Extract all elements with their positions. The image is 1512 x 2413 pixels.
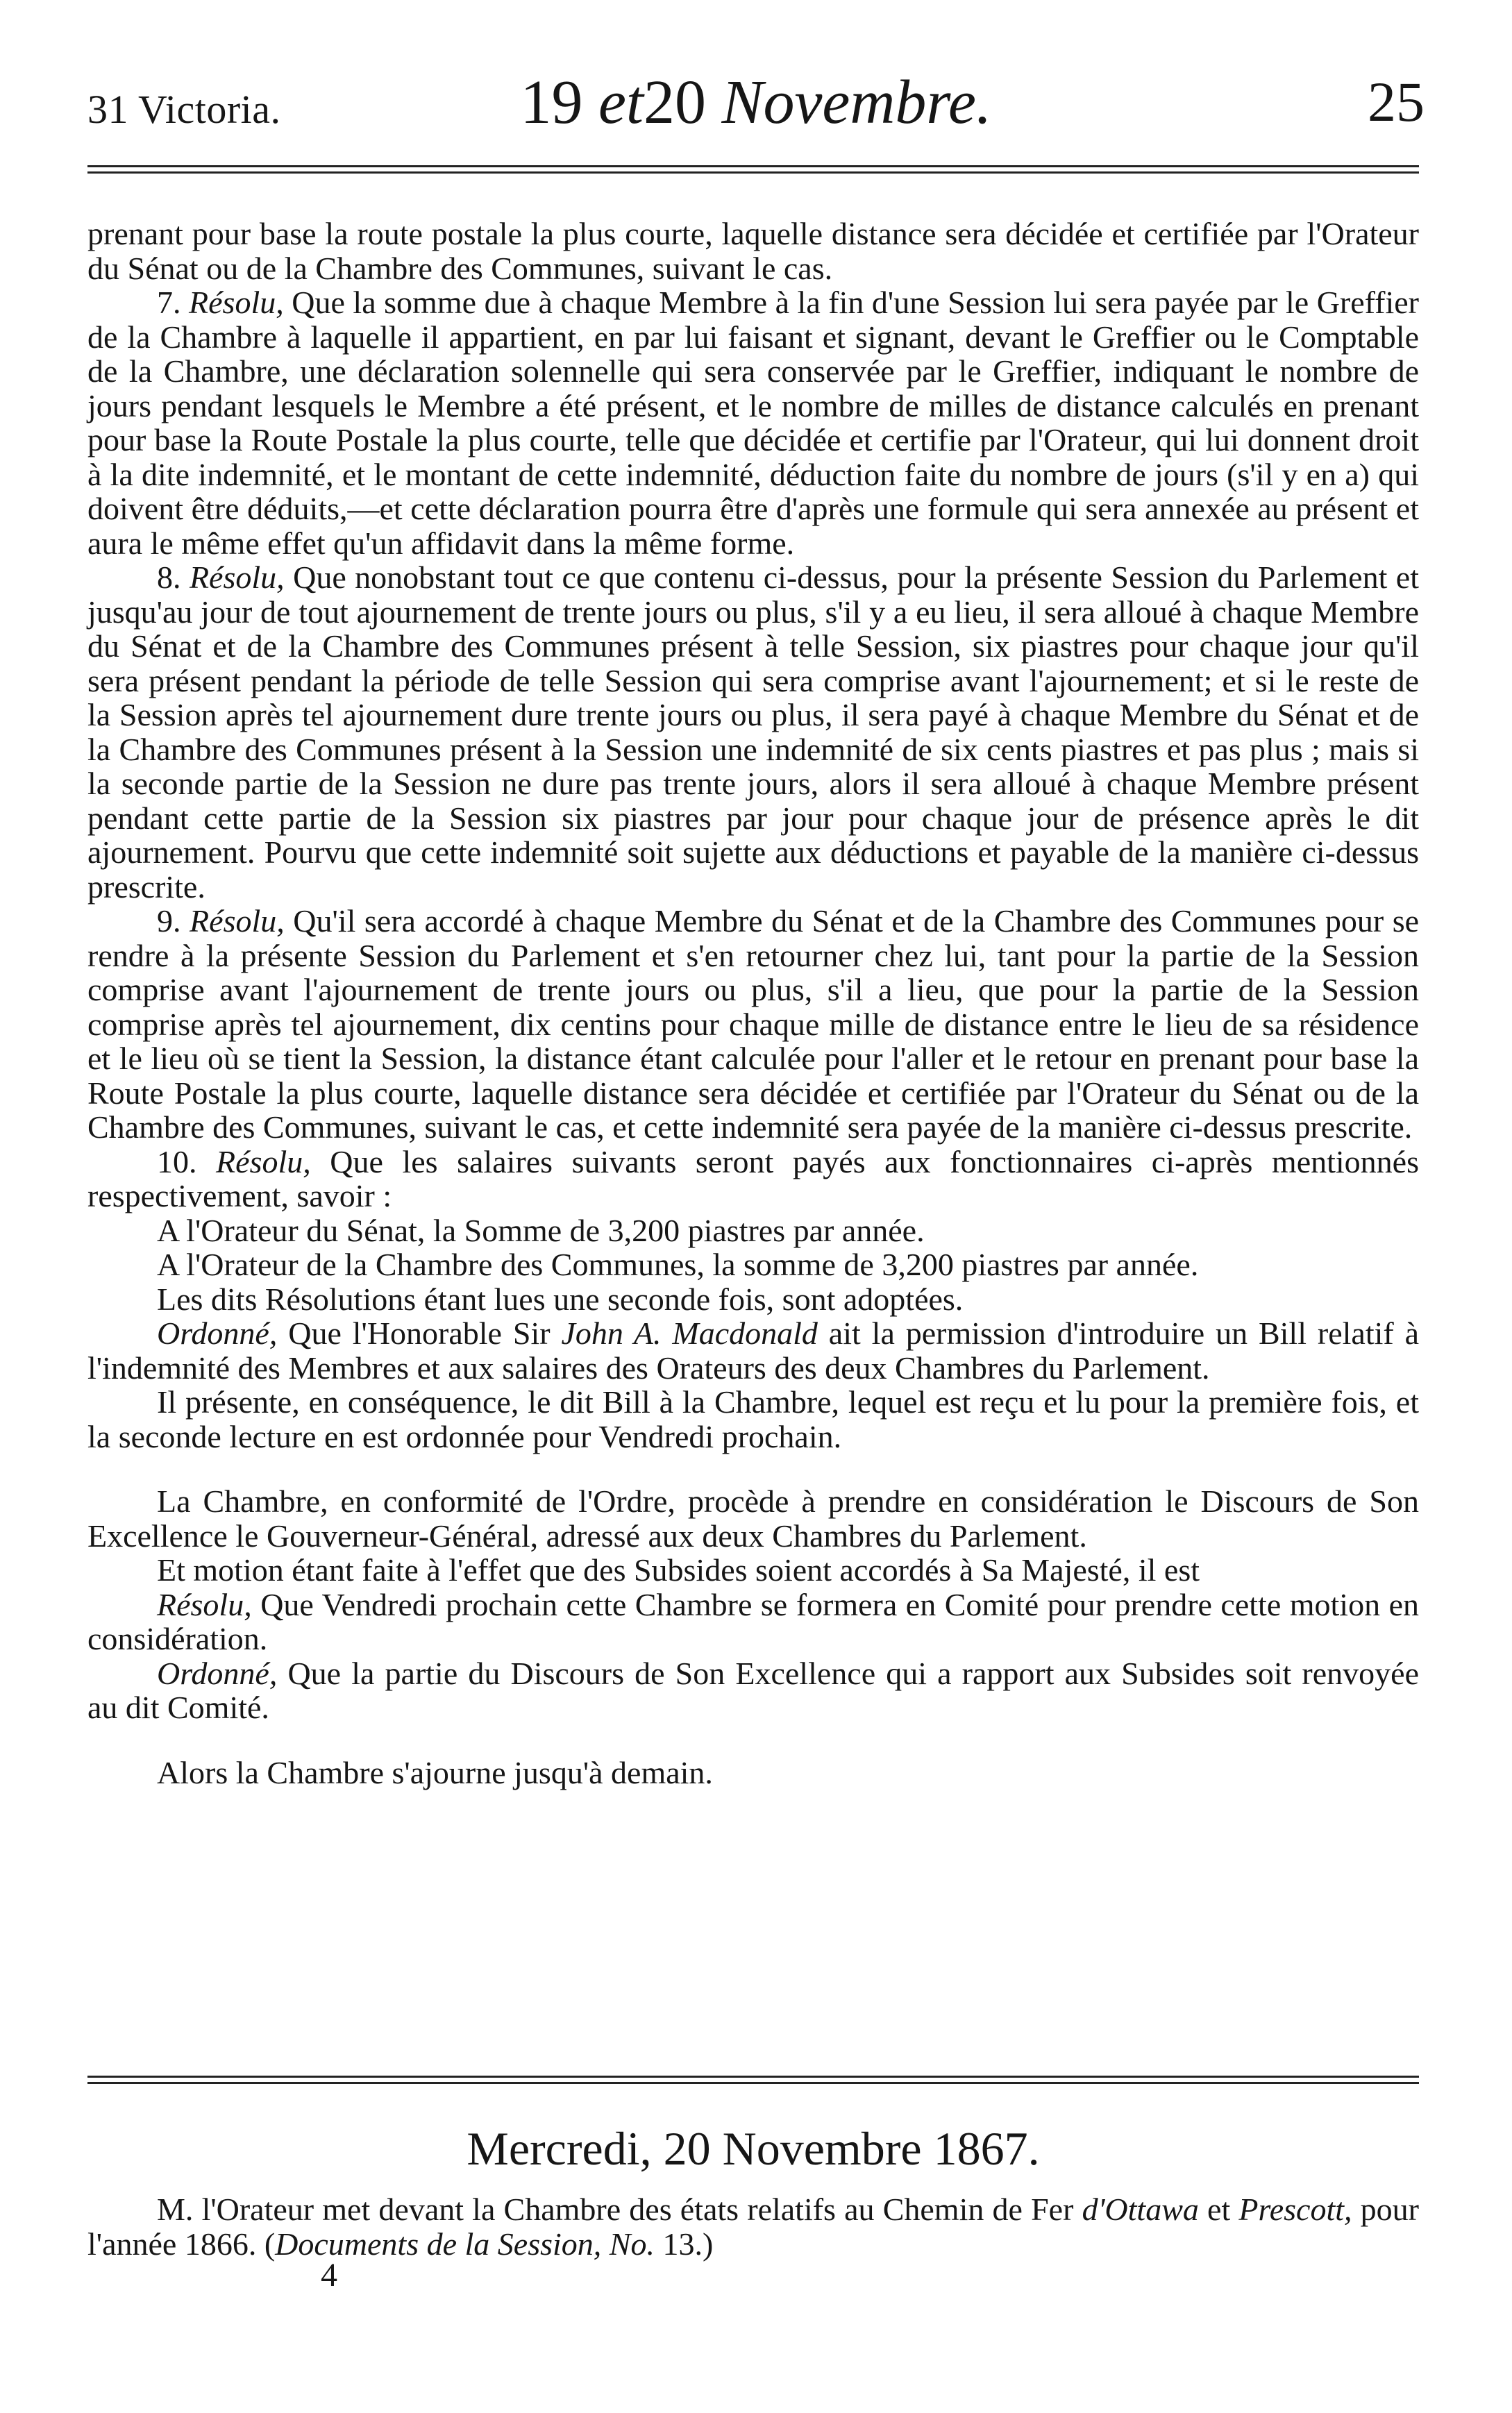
resolution-text: Qu'il sera accordé à chaque Membre du Sénat et de la Chambre des Communes pour se rendre à la présente Session du Parlement et s'en retourner chez lui, tant pour la partie de la Session comprise avant l'ajournement de trente jours ou plus, s'il a lieu, que pour la partie de la Session comprise après tel ajournement, dix centins pour chaque mille de distance entre le lieu de sa résidence et le lieu où se tient la Session, la distance étant calculée pour l'aller et le retour en prenant pour base la Route Postale la plus courte, laquelle distance sera décidée et certifiée par l'Orateur du Sénat ou de la Chambre des Communes, suivant le cas, et cette indemnité sera payée de la manière ci-dessus prescrite. bbox=[87, 903, 1420, 1145]
resolutions-adopted: Les dits Résolutions étant lues une seconde fois, sont adoptées. bbox=[157, 1281, 964, 1317]
page-number: 25 bbox=[1368, 70, 1425, 133]
ordonne-text-b: ait la permission d'introduire un Bill relatif à l'indemnité des Membres et aux salaires des Orateurs des deux Chambres du Parlement. bbox=[87, 1315, 1419, 1386]
resolution-number: 8. bbox=[157, 560, 181, 595]
header-et: et bbox=[598, 68, 644, 137]
person-name: John A. Macdonald bbox=[561, 1315, 818, 1351]
place-prescott: Prescott, bbox=[1238, 2192, 1352, 2227]
paragraph-resolution-8 bbox=[87, 560, 1419, 904]
resolu-label: Résolu, bbox=[189, 285, 284, 320]
documents-lead: M. l'Orateur met devant la Chambre des états relatifs au Chemin de Fer bbox=[157, 2192, 1082, 2227]
ordonne-label: Ordonné, bbox=[157, 1655, 278, 1691]
resolu-label: Résolu, bbox=[157, 1586, 252, 1622]
resolution-number: 7. bbox=[157, 285, 181, 320]
paragraph-adjourn: Alors la Chambre s'ajourne jusqu'à demain. bbox=[157, 1754, 713, 1790]
documents-tail: pour l'année 1866. ( bbox=[87, 2192, 1419, 2262]
section-text bbox=[87, 2192, 1419, 2262]
main-text bbox=[87, 217, 1419, 1790]
resolution-text: Que nonobstant tout ce que contenu ci-dessus, pour la présente Session du Parlement et jusqu'au jour de tout ajournement de trente jours ou plus, s'il y a eu lieu, il sera alloué à chaque Membre du Sénat et de la Chambre des Communes présent à telle Session, six piastres pour chaque jour qu'il sera présent pendant la période de telle Session qui sera comprise avant l'ajournement; et si le reste de la Session après tel ajournement dure trente jours ou plus, il sera payé à chaque Membre du Sénat et de la Chambre des Communes présent à la Session une indemnité de six cents piastres et pas plus ; mais si la seconde partie de la Session ne dure pas trente jours, alors il sera alloué à chaque Membre présent pendant cette partie de la Session six piastres par jour pour chaque jour de présence après le dit ajournement. Pourvu que cette indemnité soit sujette aux déductions et payable de la manière ci-dessus prescrite. bbox=[87, 560, 1420, 905]
paragraph-ordonne-bill bbox=[87, 1316, 1419, 1385]
resolution-number: 10. bbox=[157, 1143, 197, 1179]
paragraph-bill-presented: Il présente, en conséquence, le dit Bill à la Chambre, lequel est reçu et lu pour la première fois, et la seconde lecture en est ordonnée pour Vendredi prochain. bbox=[87, 1384, 1419, 1454]
salary-line-commons: A l'Orateur de la Chambre des Communes, la somme de 3,200 piastres par année. bbox=[157, 1247, 1199, 1282]
resolu-label: Résolu, bbox=[216, 1143, 311, 1179]
ordonne-text: Que la partie du Discours de Son Excellence qui a rapport aux Subsides soit renvoyée au dit Comité. bbox=[87, 1655, 1419, 1725]
resolution-text: Que la somme due à chaque Membre à la fin d'une Session lui sera payée par le Greffier de la Chambre à laquelle il appartient, en par lui faisant et signant, devant le Greffier ou le Comptable de la Chambre, une déclaration solennelle qui sera conservée par le Greffier, indiquant le nombre de jours pendant lesquels le Membre a été présent, et le nombre de milles de distance calculés en prenant pour base la Route Postale la plus courte, telle que décidée et certifie par l'Orateur, qui lui donnent droit à la dite indemnité, et le montant de cette indemnité, déduction faite du nombre de jours (s'il y en a) qui doivent être déduits,—et cette déclaration pourra être d'après une formule qui sera annexée au présent et aura le même effet qu'un affidavit dans la même forme. bbox=[87, 285, 1419, 561]
signature-mark: 4 bbox=[321, 2257, 337, 2294]
section-date-heading: Mercredi, 20 Novembre 1867. bbox=[467, 2122, 1040, 2175]
resolu-label: Résolu, bbox=[189, 560, 285, 595]
documents-mid: et bbox=[1198, 2192, 1239, 2227]
paragraph-resolution-10 bbox=[87, 1145, 1419, 1213]
paragraph-resolution-7 bbox=[87, 285, 1419, 560]
section-rule bbox=[87, 2076, 1419, 2084]
salary-line-senate: A l'Orateur du Sénat, la Somme de 3,200 piastres par année. bbox=[157, 1212, 925, 1248]
resolution-number: 9. bbox=[157, 903, 181, 939]
place-ottawa: d'Ottawa bbox=[1082, 2192, 1199, 2227]
header-regnal-year: 31 Victoria. bbox=[87, 87, 281, 132]
paragraph-resolution-9 bbox=[87, 904, 1419, 1145]
paragraph-documents bbox=[87, 2192, 1419, 2262]
header-day-1: 19 bbox=[520, 68, 583, 137]
paragraph-resolu-comite bbox=[87, 1588, 1419, 1656]
ordonne-label: Ordonné, bbox=[157, 1315, 278, 1351]
resolu-label: Résolu, bbox=[190, 903, 285, 939]
resolu-text: Que Vendredi prochain cette Chambre se formera en Comité pour prendre cette motion en considération. bbox=[87, 1586, 1419, 1656]
resolution-text: Que les salaires suivants seront payés aux fonctionnaires ci-après mentionnés respectivement, savoir : bbox=[87, 1143, 1419, 1213]
documents-close: 13.) bbox=[654, 2226, 714, 2262]
ordonne-text-a: Que l'Honorable Sir bbox=[277, 1315, 562, 1351]
header-date bbox=[87, 67, 1425, 138]
documents-reference: Documents de la Session, No. bbox=[275, 2226, 655, 2262]
paragraph-discours: La Chambre, en conformité de l'Ordre, procède à prendre en considération le Discours de Son Excellence le Gouverneur-Général, adressé aux deux Chambres du Parlement. bbox=[87, 1483, 1419, 1554]
paragraph-ordonne-renvoi bbox=[87, 1656, 1419, 1725]
running-header bbox=[87, 67, 1425, 143]
header-month: Novembre. bbox=[721, 68, 992, 137]
header-day-2: 20 bbox=[643, 68, 706, 137]
paragraph-continuation: prenant pour base la route postale la plus courte, laquelle distance sera décidée et certifiée par l'Orateur du Sénat ou de la Chambre des Communes, suivant le cas. bbox=[87, 216, 1419, 286]
paragraph-motion: Et motion étant faite à l'effet que des Subsides soient accordés à Sa Majesté, il est bbox=[157, 1552, 1200, 1588]
header-rule bbox=[87, 165, 1419, 174]
